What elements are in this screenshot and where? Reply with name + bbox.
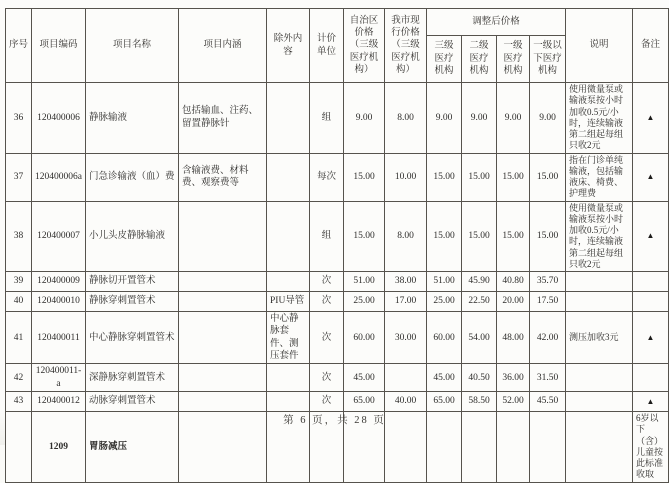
cell-content xyxy=(179,392,267,412)
cell-remark: ▲ xyxy=(633,392,669,412)
cell-adj-l1: 9.00 xyxy=(497,83,530,154)
cell-adj-below1: 35.70 xyxy=(530,272,566,292)
cell-exclude xyxy=(267,153,310,201)
cell-note xyxy=(566,392,633,412)
cell-adj-below1: 17.50 xyxy=(530,292,566,312)
cell-code: 120400006a xyxy=(32,153,86,201)
header-remark: 备注 xyxy=(633,9,669,83)
cell-code: 120400011-a xyxy=(32,364,86,392)
table-row xyxy=(6,153,669,201)
cell-seq: 38 xyxy=(6,201,32,272)
cell-region-price: 51.00 xyxy=(344,272,385,292)
cell-name: 胃肠减压 xyxy=(86,412,179,483)
cell-adj-below1: 15.00 xyxy=(530,201,566,272)
cell-city-price: 38.00 xyxy=(385,272,427,292)
cell-name: 动脉穿刺置管术 xyxy=(86,392,179,412)
header-note: 说明 xyxy=(566,9,633,83)
cell-code: 120400007 xyxy=(32,201,86,272)
cell-adj-l3: 45.00 xyxy=(427,364,462,392)
cell-adj-below1: 9.00 xyxy=(530,83,566,154)
cell-city-price: 17.00 xyxy=(385,292,427,312)
cell-exclude xyxy=(267,392,310,412)
cell-content xyxy=(179,364,267,392)
cell-adj-l1: 20.00 xyxy=(497,292,530,312)
cell-adj-l3: 15.00 xyxy=(427,201,462,272)
cell-remark: ▲ xyxy=(633,201,669,272)
cell-content: 包括输血、注药、留置静脉针 xyxy=(179,83,267,154)
cell-adj-l1: 15.00 xyxy=(497,153,530,201)
cell-unit: 组 xyxy=(310,201,344,272)
table-row xyxy=(6,364,669,392)
cell-name: 中心静脉穿刺置管术 xyxy=(86,312,179,364)
cell-region-price: 9.00 xyxy=(344,83,385,154)
cell-remark: 6岁以下（含）儿童按此标准收取 xyxy=(633,412,669,483)
cell-adj-l3: 9.00 xyxy=(427,83,462,154)
header-city-price: 我市现行价格（三级医疗机构） xyxy=(385,9,427,83)
cell-name: 小儿头皮静脉输液 xyxy=(86,201,179,272)
table-row xyxy=(6,272,669,292)
cell-region-price: 65.00 xyxy=(344,392,385,412)
header-name: 项目名称 xyxy=(86,9,179,83)
cell-seq: 41 xyxy=(6,312,32,364)
cell-adj-below1: 31.50 xyxy=(530,364,566,392)
cell-adj-l2: 15.00 xyxy=(462,201,497,272)
cell-city-price: 40.00 xyxy=(385,392,427,412)
cell-adj-below1: 15.00 xyxy=(530,153,566,201)
cell-adj-l2: 58.50 xyxy=(462,392,497,412)
cell-city-price: 8.00 xyxy=(385,83,427,154)
cell-unit: 次 xyxy=(310,392,344,412)
cell-unit: 次 xyxy=(310,292,344,312)
cell-adj-l2: 9.00 xyxy=(462,83,497,154)
cell-region-price: 45.00 xyxy=(344,364,385,392)
cell-code: 120400010 xyxy=(32,292,86,312)
header-adj-below1: 一级以下医疗机构 xyxy=(530,36,566,83)
cell-seq: 36 xyxy=(6,83,32,154)
table-row xyxy=(6,392,669,412)
cell-adj-l1: 40.80 xyxy=(497,272,530,292)
cell-adj-l2: 45.90 xyxy=(462,272,497,292)
cell-note xyxy=(566,364,633,392)
cell-name: 深静脉穿刺置管术 xyxy=(86,364,179,392)
header-adj-l1: 一级医疗机构 xyxy=(497,36,530,83)
cell-city-price: 10.00 xyxy=(385,153,427,201)
cell-remark: ▲ xyxy=(633,312,669,364)
cell-adj-l2: 40.50 xyxy=(462,364,497,392)
cell-unit: 次 xyxy=(310,364,344,392)
cell-code: 120400006 xyxy=(32,83,86,154)
cell-note: 使用微量泵或输液泵按小时加收0.5元/小时，连续输液第二组起每组只收2元 xyxy=(566,201,633,272)
cell-adj-l3: 25.00 xyxy=(427,292,462,312)
cell-code: 120400012 xyxy=(32,392,86,412)
table-row xyxy=(6,292,669,312)
cell-adj-l3: 60.00 xyxy=(427,312,462,364)
cell-unit: 次 xyxy=(310,312,344,364)
cell-exclude: 中心静脉套件、测压套件 xyxy=(267,312,310,364)
table-header xyxy=(6,9,669,83)
cell-name: 静脉切开置管术 xyxy=(86,272,179,292)
cell-adj-l2: 22.50 xyxy=(462,292,497,312)
cell-city-price: 8.00 xyxy=(385,201,427,272)
header-content: 项目内涵 xyxy=(179,9,267,83)
header-adjusted-group: 调整后价格 xyxy=(427,9,566,36)
cell-note: 使用微量泵或输液泵按小时加收0.5元/小时，连续输液第二组起每组只收2元 xyxy=(566,83,633,154)
header-seq: 序号 xyxy=(6,9,32,83)
header-adj-l3: 三级医疗机构 xyxy=(427,36,462,83)
header-region-price: 自治区价格（三级医疗机构） xyxy=(344,9,385,83)
cell-remark: ▲ xyxy=(633,153,669,201)
cell-name: 门急诊输液（血）费 xyxy=(86,153,179,201)
cell-code: 1209 xyxy=(32,412,86,483)
table-row xyxy=(6,83,669,154)
cell-adj-l1: 48.00 xyxy=(497,312,530,364)
cell-adj-l1: 15.00 xyxy=(497,201,530,272)
cell-name: 静脉穿刺置管术 xyxy=(86,292,179,312)
cell-content xyxy=(179,312,267,364)
header-unit: 计价单位 xyxy=(310,9,344,83)
cell-remark xyxy=(633,364,669,392)
header-code: 项目编码 xyxy=(32,9,86,83)
cell-city-price xyxy=(385,364,427,392)
cell-unit: 组 xyxy=(310,83,344,154)
cell-code: 120400011 xyxy=(32,312,86,364)
cell-adj-l1: 36.00 xyxy=(497,364,530,392)
cell-exclude xyxy=(267,201,310,272)
cell-unit: 每次 xyxy=(310,153,344,201)
cell-seq: 40 xyxy=(6,292,32,312)
cell-seq: 42 xyxy=(6,364,32,392)
cell-adj-below1: 45.50 xyxy=(530,392,566,412)
cell-exclude xyxy=(267,364,310,392)
cell-note: 指在门诊单纯输液，包括输液床、椅费、护理费 xyxy=(566,153,633,201)
cell-content xyxy=(179,272,267,292)
cell-seq: 39 xyxy=(6,272,32,292)
cell-remark: ▲ xyxy=(633,83,669,154)
cell-unit: 次 xyxy=(310,272,344,292)
cell-region-price: 15.00 xyxy=(344,201,385,272)
table-row xyxy=(6,312,669,364)
cell-exclude xyxy=(267,83,310,154)
cell-content: 含输液费、材料费、观察费等 xyxy=(179,153,267,201)
cell-remark xyxy=(633,292,669,312)
cell-adj-l3: 15.00 xyxy=(427,153,462,201)
cell-region-price: 60.00 xyxy=(344,312,385,364)
cell-city-price: 30.00 xyxy=(385,312,427,364)
cell-name: 静脉输液 xyxy=(86,83,179,154)
cell-adj-l1: 52.00 xyxy=(497,392,530,412)
cell-region-price: 25.00 xyxy=(344,292,385,312)
cell-code: 120400009 xyxy=(32,272,86,292)
cell-note xyxy=(566,292,633,312)
cell-exclude: PIU导管 xyxy=(267,292,310,312)
cell-remark xyxy=(633,272,669,292)
cell-region-price: 15.00 xyxy=(344,153,385,201)
table-row xyxy=(6,201,669,272)
cell-seq: 37 xyxy=(6,153,32,201)
cell-adj-l2: 15.00 xyxy=(462,153,497,201)
cell-content xyxy=(179,201,267,272)
cell-adj-l2: 54.00 xyxy=(462,312,497,364)
cell-note: 测压加收3元 xyxy=(566,312,633,364)
cell-note xyxy=(566,272,633,292)
cell-adj-below1: 42.00 xyxy=(530,312,566,364)
cell-content xyxy=(179,292,267,312)
cell-adj-l3: 51.00 xyxy=(427,272,462,292)
page-number-footer: 第 6 页，共 28 页 xyxy=(283,415,386,426)
cell-exclude xyxy=(267,272,310,292)
header-exclude: 除外内容 xyxy=(267,9,310,83)
cell-seq: 43 xyxy=(6,392,32,412)
header-adj-l2: 二级医疗机构 xyxy=(462,36,497,83)
cell-adj-l3: 65.00 xyxy=(427,392,462,412)
